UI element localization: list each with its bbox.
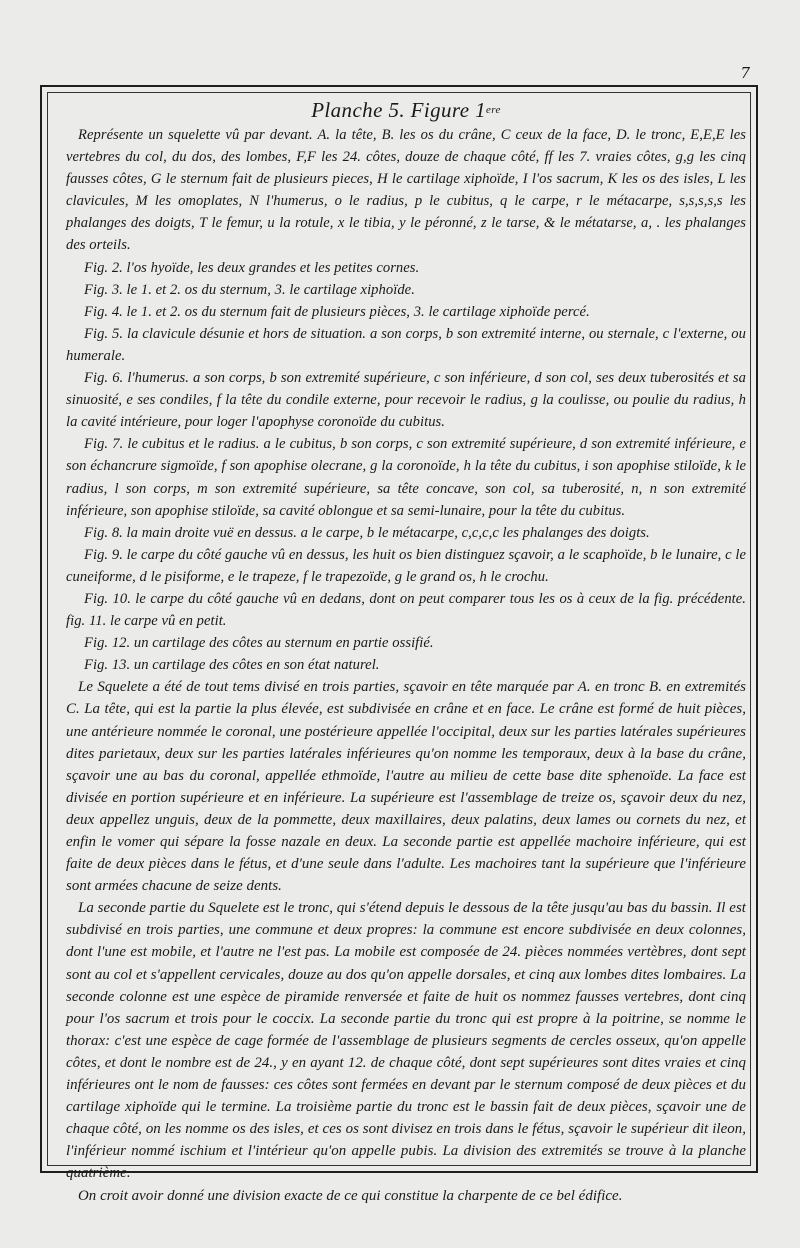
figure-item: Fig. 7. le cubitus et le radius. a le cubitus, b son corps, c son extremité supérieure, d son extremité inférieure, e son échancrure sigmoïde, f son apophise olecrane, g la coronoïde, h la tête du cubitus, i son apophise stiloïde, k le radius, l son corps, m son extremité supérieure, sa tête concave, son col, sa tuberosité, n, n son extremité inférieure, son apophise stiloïde, sa cavité oblongue et sa semi-lunaire, pour la tête du cubitus. bbox=[66, 436, 746, 519]
figure-item: Fig. 8. la main droite vuë en dessus. a le carpe, b le métacarpe, c,c,c,c les phalanges des doigts. bbox=[84, 524, 650, 541]
figure-item: Fig. 5. la clavicule désunie et hors de situation. a son corps, b son extremité interne, ou sternale, c l'externe, ou humerale. bbox=[66, 325, 746, 364]
plate-title bbox=[66, 97, 746, 123]
figure-1-description: Représente un squelette vû par devant. A. la tête, B. les os du crâne, C ceux de la face, D. le tronc, E,E,E les vertebres du col, du dos, des lombes, F,F les 24. côtes, douze de chaque côté, ff les 7. vraies côtes, g,g les cinq fausses côtes, G le sternum fait de plusieurs pieces, H le cartilage xiphoïde, I l'os sacrum, K les os des isles, L les clavicules, M les omoplates, N l'humerus, o le radius, p le cubitus, q le carpe, r le métacarpe, s,s,s,s,s les phalanges des doigts, T le femur, u la rotule, x le tibia, y le péronné, z le tarse, & le métatarse, a, . les phalanges des orteils. bbox=[66, 127, 746, 254]
paragraph: La seconde partie du Squelete est le tronc, qui s'étend depuis le dessous de la tête jusqu'au bas du bassin. Il est subdivisé en trois parties, une commune et deux propres: la commune est encore subdivisée en deux colonnes, dont l'une est mobile, et l'autre ne l'est pas. La mobile est composée de 24. pièces nommées vertèbres, dont sept sont au col et s'appellent cervicales, douze au dos qu'on appelle dorsales, et cinq aux lombes dites lombaires. La seconde colonne est une espèce de piramide renversée et faite de huit os nommez fausses vertebres, dont cinq pour l'os sacrum et trois pour le coccix. La seconde partie du tronc qui est propre à la poitrine, se nomme le thorax: c'est une espèce de cage formée de l'assemblage de plusieurs segments de cercles osseux, qu'on appelle côtes, et dont le nombre est de 24., y en ayant 12. de chaque côté, dont sept supérieures sont dites vraies et cinq inférieures ont le nom de fausses: ces côtes sont fermées en devant par le sternum composé de deux pièces et du cartilage xiphoïde qui le termine. La troisième partie du tronc est le bassin fait de deux pièces, sçavoir une de chaque côté, on les nomme os des isles, et ces os sont divisez en trois dans le fétus, sçavoir le supérieur dit ileon, l'inférieur nommé ischium et l'intérieur qu'on appelle pubis. La division des extremités se trouve à la planche quatrième. bbox=[66, 900, 746, 1182]
paragraph: Le Squelete a été de tout tems divisé en trois parties, sçavoir en tête marquée par A. en tronc B. en extremités C. La tête, qui est la partie la plus élevée, est subdivisée en crâne et en face. Le crâne est formé de huit pièces, une antérieure nommée le coronal, une postérieure appellée l'occipital, deux sur les parties latérales supérieures dites parietaux, deux sur les parties latérales inférieures qu'on nomme les temporaux, deux à la base du crâne, sçavoir une au bas du coronal, appellée ethmoïde, l'autre au milieu de cette base dite sphenoïde. La face est divisée en portion supérieure et en inférieure. La supérieure est l'assemblage de treize os, sçavoir deux du nez, deux appellez unguis, deux de la pommette, deux maxillaires, deux palatins, deux lames ou cornets du nez, et enfin le vomer qui sépare la fosse nazale en deux. La seconde partie est appellée machoire inférieure, qui est faite de deux pièces dans le fétus, et d'une seule dans l'adulte. Les machoires tant la supérieure que l'inférieure sont armées chacune de seize dents. bbox=[66, 679, 746, 895]
figure-item: Fig. 9. le carpe du côté gauche vû en dessus, les huit os bien distinguez sçavoir, a le scaphoïde, b le lunaire, c le cuneiforme, d le pisiforme, e le trapeze, f le trapezoïde, g le grand os, h le crochu. bbox=[66, 546, 746, 585]
figure-item: Fig. 12. un cartilage des côtes au sternum en partie ossifié. bbox=[84, 635, 434, 652]
plate-title-superscript: ere bbox=[485, 104, 501, 116]
figure-item: Fig. 4. le 1. et 2. os du sternum fait de plusieurs pièces, 3. le cartilage xiphoïde percé. bbox=[84, 303, 590, 320]
figure-item: Fig. 6. l'humerus. a son corps, b son extremité supérieure, c son inférieure, d son col, ses deux tuberosités et sa sinuosité, e ses condiles, f la tête du condile externe, pour recevoir le radius, g la coulisse, ou poulie du radius, h la cavité intérieure, pour loger l'apophyse coronoïde du cubitus. bbox=[66, 370, 746, 431]
figure-item: Fig. 2. l'os hyoïde, les deux grandes et les petites cornes. bbox=[84, 259, 420, 276]
plate-title-text: Planche 5. Figure 1 bbox=[311, 98, 486, 122]
figure-item: Fig. 10. le carpe du côté gauche vû en dedans, dont on peut comparer tous les os à ceux de la fig. précédente. fig. 11. le carpe vû en petit. bbox=[66, 590, 746, 630]
page-border-outer bbox=[40, 85, 758, 1204]
paragraph: On croit avoir donné une division exacte de ce qui constitue la charpente de ce bel édifice. bbox=[78, 1187, 623, 1204]
figure-item: Fig. 13. un cartilage des côtes en son état naturel. bbox=[84, 657, 380, 674]
page-border-inner bbox=[47, 92, 751, 1204]
figure-item: Fig. 3. le 1. et 2. os du sternum, 3. le cartilage xiphoïde. bbox=[84, 281, 415, 298]
text-body bbox=[66, 97, 746, 1207]
page-number: 7 bbox=[740, 64, 750, 82]
